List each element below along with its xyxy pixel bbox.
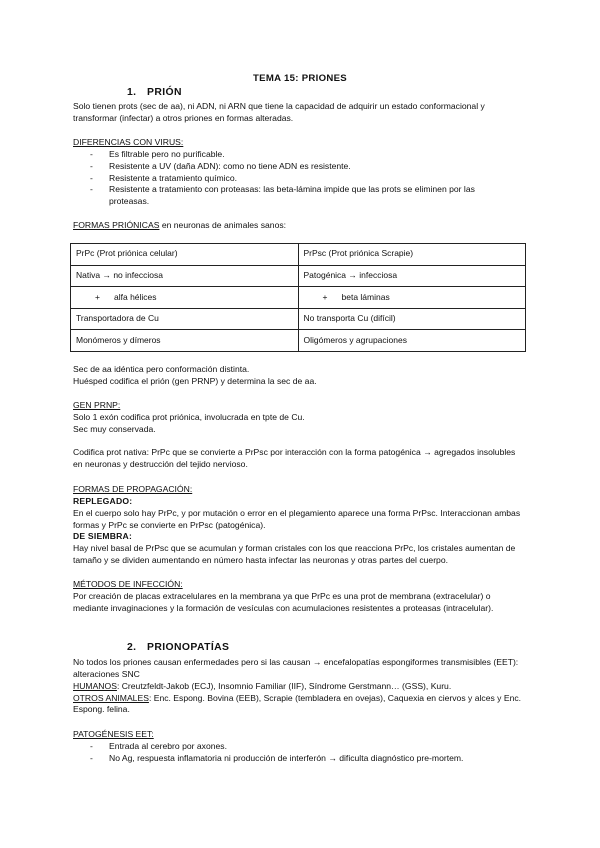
table-cell: No transporta Cu (difícil) <box>298 308 526 330</box>
table-cell: Monómeros y dímeros <box>71 330 299 352</box>
metodos-text: Por creación de placas extracelulares en la membrana ya que PrPc es una prot de membrana (extracelular) o mediante invaginaciones y la formación de vesículas con acumulaciones resistentes a proteasas (intracelular). <box>73 590 494 613</box>
humanos-line <box>73 681 523 693</box>
intro-paragraph: Solo tienen prots (sec de aa), ni ADN, ni ARN que tiene la capacidad de adquirir un estado conformacional y transformar (infectar) a otros priones en formas alteradas. <box>73 101 485 123</box>
table-cell: Patogénica → infecciosa <box>298 265 526 287</box>
section-1-heading <box>127 86 182 100</box>
humanos-text: : Creutzfeldt-Jakob (ECJ), Insomnio Familiar (IIF), Síndrome Gerstmann… (GSS), Kuru. <box>116 680 452 691</box>
section-2-heading <box>127 641 229 655</box>
diferencias-heading: DIFERENCIAS CON VIRUS: <box>73 137 184 147</box>
gen-line: Solo 1 exón codifica prot priónica, involucrada en tpte de Cu. <box>73 411 305 422</box>
post-table-notes <box>73 364 523 388</box>
section-number: 1. <box>127 87 137 98</box>
diferencias-section <box>73 137 523 208</box>
table-row <box>71 265 526 287</box>
prionopatias-section <box>73 657 523 716</box>
otros-text: : Enc. Espong. Bovina (EEB), Scrapie (tembladera en ovejas), Caquexia en ciervos y alces y Enc. Espong. felina. <box>73 692 522 715</box>
patogenesis-heading: PATOGÉNESIS EET: <box>73 729 154 739</box>
formas-heading-line <box>73 220 523 232</box>
table-cell <box>298 287 526 309</box>
metodos-heading: MÉTODOS DE INFECCIÓN: <box>73 579 183 589</box>
table-row <box>71 308 526 330</box>
note-line: Sec de aa idéntica pero conformación distinta. <box>73 364 250 374</box>
siembra-label: DE SIEMBRA: <box>73 531 133 542</box>
list-item: - No Ag, respuesta inflamatoria ni producción de interferón → dificulta diagnóstico pre-mortem. <box>73 753 523 765</box>
patogenesis-list <box>73 741 523 765</box>
propagacion-heading: FORMAS DE PROPAGACIÓN: <box>73 484 193 494</box>
list-item: - Resistente a tratamiento químico. <box>73 173 523 185</box>
table-cell: Nativa → no infecciosa <box>71 265 299 287</box>
diferencias-list <box>73 149 523 208</box>
metodos-section <box>73 579 523 615</box>
note-line: Huésped codifica el prión (gen PRNP) y determina la sec de aa. <box>73 375 317 386</box>
formas-heading-rest: en neuronas de animales sanos: <box>159 220 287 230</box>
cell-text: alfa hélices <box>114 291 157 302</box>
table-row <box>71 287 526 309</box>
section-number: 2. <box>127 642 137 653</box>
cell-text: beta láminas <box>341 291 390 302</box>
otros-line <box>73 693 523 717</box>
page-title: TEMA 15: PRIONES <box>252 73 347 84</box>
plus-sign: + <box>322 291 328 302</box>
propagacion-section <box>73 484 523 567</box>
plus-sign: + <box>95 291 100 302</box>
formas-heading: FORMAS PRIÓNICAS <box>73 220 160 230</box>
table-cell: PrPsc (Prot priónica Scrapie) <box>298 244 526 266</box>
table-cell: Transportadora de Cu <box>71 308 299 330</box>
gen-section <box>73 400 523 436</box>
table-cell: PrPc (Prot priónica celular) <box>71 244 299 266</box>
humanos-label: HUMANOS <box>73 680 117 691</box>
list-item: - Resistente a UV (daña ADN): como no tiene ADN es resistente. <box>73 161 523 173</box>
siembra-text: Hay nivel basal de PrPsc que se acumulan y forman cristales con los que reacciona PrPc, los cristales aumentan de tamaño y se dividen aumentando en número hasta infectar las neuronas y otras partes del cuerpo. <box>73 543 516 566</box>
table-cell: Oligómeros y agrupaciones <box>298 330 526 352</box>
section-title: PRIONOPATÍAS <box>147 642 230 653</box>
table-cell <box>71 287 299 309</box>
list-item: - Es filtrable pero no purificable. <box>73 149 523 161</box>
prionopatias-intro: No todos los priones causan enfermedades pero si las causan → encefalopatías espongiformes transmisibles (EET): alteraciones SNC <box>73 657 519 679</box>
table-row <box>71 330 526 352</box>
table-row <box>71 244 526 266</box>
formas-table <box>70 243 526 352</box>
section-title: PRIÓN <box>147 87 182 98</box>
replegado-label: REPLEGADO: <box>73 495 133 506</box>
otros-label: OTROS ANIMALES <box>73 692 149 703</box>
list-item: - Entrada al cerebro por axones. <box>73 741 523 753</box>
gen-line: Sec muy conservada. <box>73 423 156 434</box>
codifica-paragraph: Codifica prot nativa: PrPc que se convierte a PrPsc por interacción con la forma patogénica → agregados insolubles en neuronas y destrucción del tejido nervioso. <box>73 447 516 469</box>
replegado-text: En el cuerpo solo hay PrPc, y por mutación o error en el plegamiento aparece una forma PrPsc. Interaccionan ambas formas y PrPc se convierte en PrPsc (patogénica). <box>73 507 521 530</box>
gen-heading: GEN PRNP: <box>73 400 121 410</box>
patogenesis-section <box>73 729 523 765</box>
list-item: - Resistente a tratamiento con proteasas: las beta-lámina impide que las prots se eliminen por las proteasas. <box>73 184 523 208</box>
